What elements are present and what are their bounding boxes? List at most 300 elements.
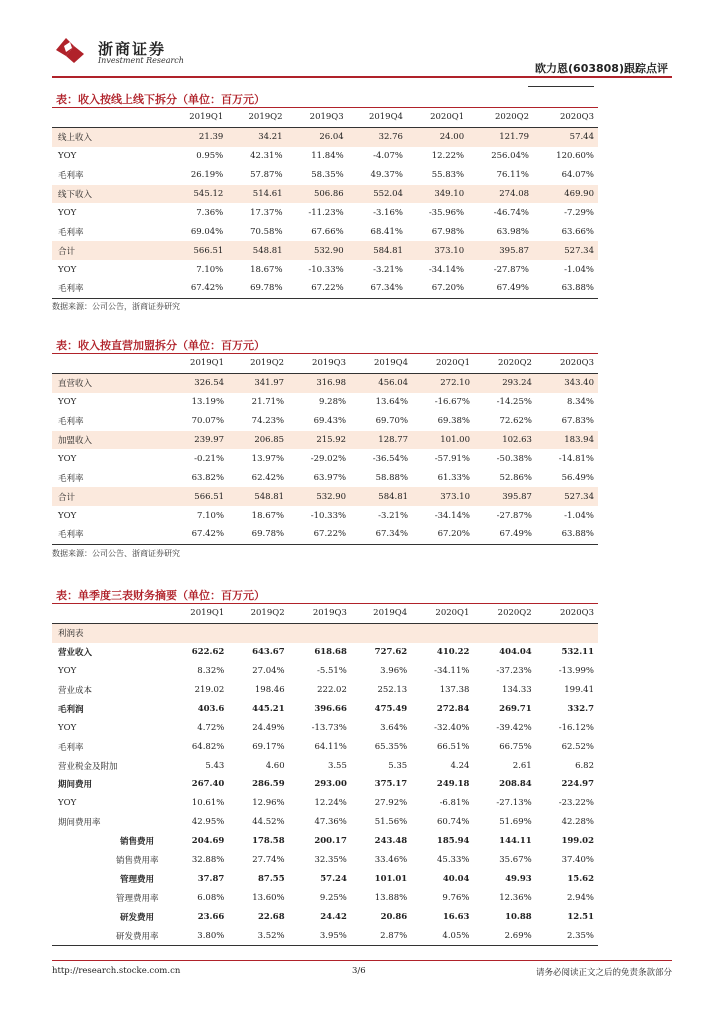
value-cell: 514.61 [227,185,286,204]
value-cell: -7.29% [564,207,594,218]
value-cell: 274.08 [468,185,533,204]
value-cell: 21.71% [251,397,285,408]
value-cell: 63.98% [496,226,530,237]
value-cell: 293.00 [314,779,347,790]
value-cell: 57.87% [250,170,283,181]
value-cell: 316.98 [288,373,350,392]
footer-divider [52,960,672,961]
table-header-row [52,604,598,623]
value-cell: 47.36% [314,817,347,828]
value-cell: 256.04% [491,151,530,162]
value-cell: 58.88% [375,472,409,483]
value-cell: 3.80% [168,926,228,945]
value-cell: 527.34 [536,487,598,506]
quarter-header-cell: 2019Q4 [350,354,412,373]
value-cell: 373.10 [412,487,474,506]
value-cell: 26.19% [190,170,224,181]
table-row [52,487,598,506]
table-row [52,699,598,718]
row-label: YOY [58,798,77,809]
value-cell: 445.21 [252,703,285,714]
table1-source: 数据来源：公司公告，浙商证券研究 [52,302,180,311]
table-row [52,737,598,756]
row-label: YOY [58,151,77,162]
value-cell: 272.10 [412,373,474,392]
table-row [52,185,598,204]
value-cell: 2.69% [473,926,535,945]
quarter-header-cell: 2019Q2 [227,108,286,127]
table-row [52,393,598,412]
value-cell: 70.07% [191,416,225,427]
value-cell: 27.04% [252,666,285,677]
value-cell: 18.67% [250,264,283,275]
value-cell: 26.04 [287,127,348,146]
value-cell: 10.61% [191,798,225,809]
value-cell: 7.36% [196,207,224,218]
value-cell: 72.62% [499,416,532,427]
table-row [52,222,598,241]
value-cell: 58.35% [311,170,344,181]
value-cell: -34.14% [428,264,465,275]
value-cell: 584.81 [348,241,407,260]
value-cell: 3.52% [228,926,288,945]
value-cell: -27.13% [496,798,532,809]
value-cell: 20.86 [380,911,408,922]
value-cell: 215.92 [288,431,350,450]
value-cell: 24.42 [320,911,347,922]
value-cell: 27.74% [252,855,285,866]
table-row [52,794,598,813]
value-cell: -11.23% [308,207,344,218]
row-label: 线下收入 [52,185,168,204]
value-cell: 395.87 [474,487,536,506]
value-cell: 4.72% [197,722,225,733]
value-cell: 128.77 [350,431,412,450]
section-row [52,623,598,642]
value-cell: 18.67% [251,510,285,521]
value-cell: -34.14% [434,510,470,521]
value-cell: -27.87% [496,510,532,521]
quarter-header-cell: 2019Q3 [289,604,351,623]
header-divider [52,76,672,78]
value-cell: 32.76 [348,127,407,146]
value-cell: 9.76% [442,892,470,903]
value-cell: 199.02 [561,836,594,847]
value-cell: 332.7 [567,703,594,714]
value-cell: 4.24 [450,760,470,771]
value-cell: 57.44 [533,127,598,146]
table-row [52,241,598,260]
value-cell: 61.33% [437,472,470,483]
value-cell: 10.88 [505,911,532,922]
value-cell: -34.11% [434,666,470,677]
value-cell: 219.02 [194,685,225,695]
value-cell: -0.21% [194,453,225,464]
value-cell: 69.78% [228,525,288,544]
value-cell: 137.38 [439,685,470,695]
value-cell: 5.43 [205,760,225,771]
table-row [52,166,598,185]
value-cell: 2.94% [566,892,594,903]
value-cell: 222.02 [317,685,347,695]
value-cell: 63.82% [191,472,225,483]
table-row [52,775,598,794]
value-cell: -46.74% [493,207,530,218]
value-cell: 267.40 [191,779,225,790]
value-cell: 6.82 [575,760,594,771]
value-cell: -5.51% [317,666,347,677]
value-cell: 12.51 [567,911,594,922]
table-row [52,813,598,832]
table-row [52,851,598,870]
value-cell: 13.19% [191,397,225,408]
value-cell: 40.04 [442,873,470,884]
quarter-header-cell: 2020Q2 [468,108,533,127]
row-label: 研发费用率 [52,926,168,945]
table-row [52,279,598,298]
quarter-header-cell: 2020Q2 [474,354,536,373]
quarter-header-cell: 2019Q4 [351,604,411,623]
footer-disclaimer: 请务必阅读正文之后的免责条款部分 [535,968,672,978]
row-label: YOY [58,453,77,464]
value-cell: 64.07% [561,170,594,181]
table-row [52,756,598,775]
value-cell: 243.48 [374,836,408,847]
table-row [52,662,598,681]
value-cell: -13.99% [558,666,594,677]
value-cell: -10.33% [308,264,344,275]
value-cell: 66.51% [437,741,470,752]
value-cell: 67.83% [561,416,594,427]
value-cell: 27.92% [374,798,408,809]
header-blank-cell [52,108,168,127]
value-cell: 403.6 [197,703,225,714]
value-cell: 101.00 [412,431,474,450]
value-cell: 42.31% [250,151,283,162]
value-cell: 204.69 [191,836,225,847]
value-cell: 6.08% [197,892,225,903]
value-cell: -37.23% [496,666,532,677]
value-cell: -10.33% [310,510,347,521]
value-cell: 101.01 [374,873,408,884]
table2-title: 表：收入按直营加盟拆分（单位：百万元） [56,339,265,352]
table-row [52,525,598,544]
table-header-row [52,354,598,373]
row-label: 合计 [52,487,168,506]
value-cell: 51.69% [499,817,532,828]
value-cell: 15.62 [567,873,594,884]
brand-name-en: Investment Research [98,56,184,65]
value-cell: 410.22 [436,647,470,658]
value-cell: 3.64% [380,722,408,733]
value-cell: 134.33 [501,685,532,695]
quarter-header-cell: 2020Q3 [536,354,598,373]
value-cell: 67.66% [311,226,344,237]
value-cell: 32.88% [191,855,225,866]
value-cell: 584.81 [350,487,412,506]
quarter-header-cell: 2019Q4 [348,108,407,127]
row-label: 加盟收入 [52,431,168,450]
value-cell: 566.51 [168,487,228,506]
value-cell: 293.24 [474,373,536,392]
value-cell: 506.86 [287,185,348,204]
value-cell: 57.24 [320,873,347,884]
value-cell: 9.28% [319,397,347,408]
quarter-header-cell: 2019Q2 [228,604,288,623]
value-cell: 343.40 [536,373,598,392]
table1-title: 表：收入按线上线下拆分（单位：百万元） [56,93,265,106]
table-row [52,468,598,487]
value-cell: 34.21 [227,127,286,146]
value-cell: 63.88% [533,279,598,298]
value-cell: 404.04 [499,647,532,658]
row-label: 营业税金及附加 [58,761,118,772]
value-cell: 0.95% [196,151,224,162]
row-label: 毛利率 [52,525,168,544]
value-cell: 373.10 [407,241,468,260]
value-cell: 532.11 [561,647,594,658]
row-label: 毛利润 [58,704,84,715]
value-cell: -13.73% [311,722,347,733]
company-logo-icon [52,36,88,64]
value-cell: 67.22% [287,279,348,298]
table-row [52,127,598,146]
value-cell: 67.49% [474,525,536,544]
value-cell: 395.87 [468,241,533,260]
row-label: 营业成本 [58,686,93,696]
value-cell: 102.63 [474,431,536,450]
row-label: YOY [58,666,77,677]
value-cell: 51.56% [374,817,408,828]
value-cell: 469.90 [533,185,598,204]
value-cell: 65.35% [374,741,408,752]
value-cell: 12.22% [431,151,465,162]
value-cell: 62.52% [561,741,594,752]
value-cell: 67.98% [431,226,465,237]
value-cell: 552.04 [348,185,407,204]
value-cell: 4.05% [411,926,473,945]
value-cell: 21.39 [168,127,227,146]
row-label: YOY [58,510,77,521]
value-cell: 326.54 [168,373,228,392]
value-cell: 144.11 [499,836,532,847]
value-cell: -3.16% [373,207,403,218]
row-label: 毛利率 [58,417,84,428]
value-cell: -35.96% [428,207,465,218]
value-cell: 56.49% [561,472,594,483]
value-cell: 121.79 [468,127,533,146]
quarter-header-cell: 2019Q1 [168,354,228,373]
value-cell: 67.20% [407,279,468,298]
table-row [52,643,598,662]
row-label: 营业收入 [58,648,93,659]
table3-title: 表：单季度三表财务摘要（单位：百万元） [56,589,265,602]
row-label: 毛利率 [52,279,168,298]
value-cell: 622.62 [191,647,225,658]
value-cell: 63.88% [536,525,598,544]
value-cell: 8.34% [566,397,594,408]
value-cell: 11.84% [311,151,344,162]
value-cell: 4.60 [265,760,285,771]
row-label: YOY [58,397,77,408]
report-header-title: 欧力恩(603808)跟踪点评 [535,62,668,75]
value-cell: 68.41% [370,226,403,237]
value-cell: 532.90 [287,241,348,260]
value-cell: 9.25% [319,892,347,903]
value-cell: 42.28% [561,817,594,828]
value-cell: -23.22% [558,798,594,809]
table-row [52,718,598,737]
quarter-header-cell: 2019Q1 [168,108,227,127]
value-cell: 69.70% [375,416,409,427]
value-cell: 55.83% [431,170,465,181]
value-cell: -14.25% [496,397,532,408]
value-cell: 269.71 [499,703,532,714]
value-cell: 5.35 [388,760,408,771]
value-cell: 64.82% [191,741,225,752]
value-cell: 727.62 [374,647,408,658]
row-label: 期间费用 [58,780,93,791]
table1-revenue-online-offline [52,108,598,299]
value-cell: 22.68 [258,911,285,922]
value-cell: 32.35% [314,855,347,866]
value-cell: 35.67% [499,855,532,866]
table-row [52,373,598,392]
row-label: 研发费用 [120,912,155,923]
value-cell: 548.81 [228,487,288,506]
table-header-row [52,108,598,127]
value-cell: 67.20% [412,525,474,544]
value-cell: 548.81 [227,241,286,260]
value-cell: 64.11% [314,741,347,752]
row-label: 管理费用 [120,874,155,885]
value-cell: 12.96% [252,798,285,809]
value-cell: 37.40% [561,855,594,866]
value-cell: 62.42% [251,472,285,483]
value-cell: 3.55 [327,760,347,771]
table-row [52,412,598,431]
value-cell: 456.04 [350,373,412,392]
value-cell: 37.87 [197,873,225,884]
value-cell: 66.75% [499,741,532,752]
value-cell: 13.88% [374,892,408,903]
row-label: 销售费用率 [116,856,159,867]
value-cell: -57.91% [434,453,470,464]
row-label: 合计 [52,241,168,260]
value-cell: 76.11% [496,170,530,181]
quarter-header-cell: 2019Q3 [287,108,348,127]
value-cell: 566.51 [168,241,227,260]
value-cell: -1.04% [564,264,594,275]
value-cell: 67.22% [288,525,350,544]
table3-quarterly-financial-summary [52,604,598,946]
value-cell: 23.66 [197,911,225,922]
row-label: 毛利率 [58,742,84,753]
value-cell: 349.10 [407,185,468,204]
table-row [52,888,598,907]
value-cell: -27.87% [493,264,530,275]
value-cell: 69.04% [190,226,224,237]
value-cell: -16.67% [434,397,470,408]
value-cell: 69.43% [313,416,347,427]
section-label: 利润表 [52,623,598,642]
value-cell: 3.96% [380,666,408,677]
table-row [52,869,598,888]
value-cell: -29.02% [310,453,347,464]
table-row [52,907,598,926]
value-cell: 2.87% [351,926,411,945]
table-row [52,681,598,700]
value-cell: 185.94 [436,836,470,847]
value-cell: 643.67 [252,647,285,658]
value-cell: -6.81% [439,798,470,809]
value-cell: 87.55 [258,873,285,884]
value-cell: 13.60% [252,892,285,903]
table-row [52,832,598,851]
value-cell: 60.74% [437,817,470,828]
value-cell: 42.95% [191,817,225,828]
value-cell: -3.21% [373,264,403,275]
quarter-header-cell: 2019Q2 [228,354,288,373]
row-label: 销售费用 [120,837,155,848]
value-cell: 206.85 [228,431,288,450]
value-cell: 69.17% [252,741,285,752]
header-short-rule [528,86,594,87]
value-cell: -39.42% [496,722,532,733]
quarter-header-cell: 2020Q3 [536,604,598,623]
value-cell: -1.04% [564,510,594,521]
header-blank-cell [52,604,168,623]
value-cell: 2.35% [536,926,598,945]
table-row [52,926,598,945]
value-cell: 69.38% [437,416,470,427]
value-cell: 224.97 [561,779,594,790]
table-row [52,449,598,468]
value-cell: 49.93 [505,873,532,884]
quarter-header-cell: 2020Q1 [407,108,468,127]
value-cell: 24.00 [407,127,468,146]
value-cell: 199.41 [564,685,594,695]
value-cell: 183.94 [536,431,598,450]
row-label: 毛利率 [58,227,84,238]
quarter-header-cell: 2020Q3 [533,108,598,127]
value-cell: 52.86% [499,472,532,483]
row-label: YOY [58,722,77,733]
row-label: YOY [58,264,77,275]
value-cell: 375.17 [374,779,408,790]
value-cell: 70.58% [250,226,283,237]
value-cell: 33.46% [374,855,408,866]
value-cell: -3.21% [378,510,409,521]
quarter-header-cell: 2019Q3 [288,354,350,373]
value-cell: 120.60% [556,151,594,162]
value-cell: 12.24% [314,798,347,809]
footer-url-link[interactable]: http://research.stocke.com.cn [52,966,181,976]
value-cell: 252.13 [377,685,408,695]
table-row [52,506,598,525]
row-label: 期间费用率 [58,818,101,829]
value-cell: 286.59 [252,779,285,790]
value-cell: -32.40% [434,722,470,733]
value-cell: 13.64% [375,397,409,408]
value-cell: 8.32% [197,666,225,677]
quarter-header-cell: 2020Q1 [412,354,474,373]
brand-name-cn: 浙商证券 [98,40,167,58]
value-cell: 67.42% [168,525,228,544]
table-row [52,147,598,166]
value-cell: 49.37% [370,170,403,181]
value-cell: 200.17 [314,836,347,847]
